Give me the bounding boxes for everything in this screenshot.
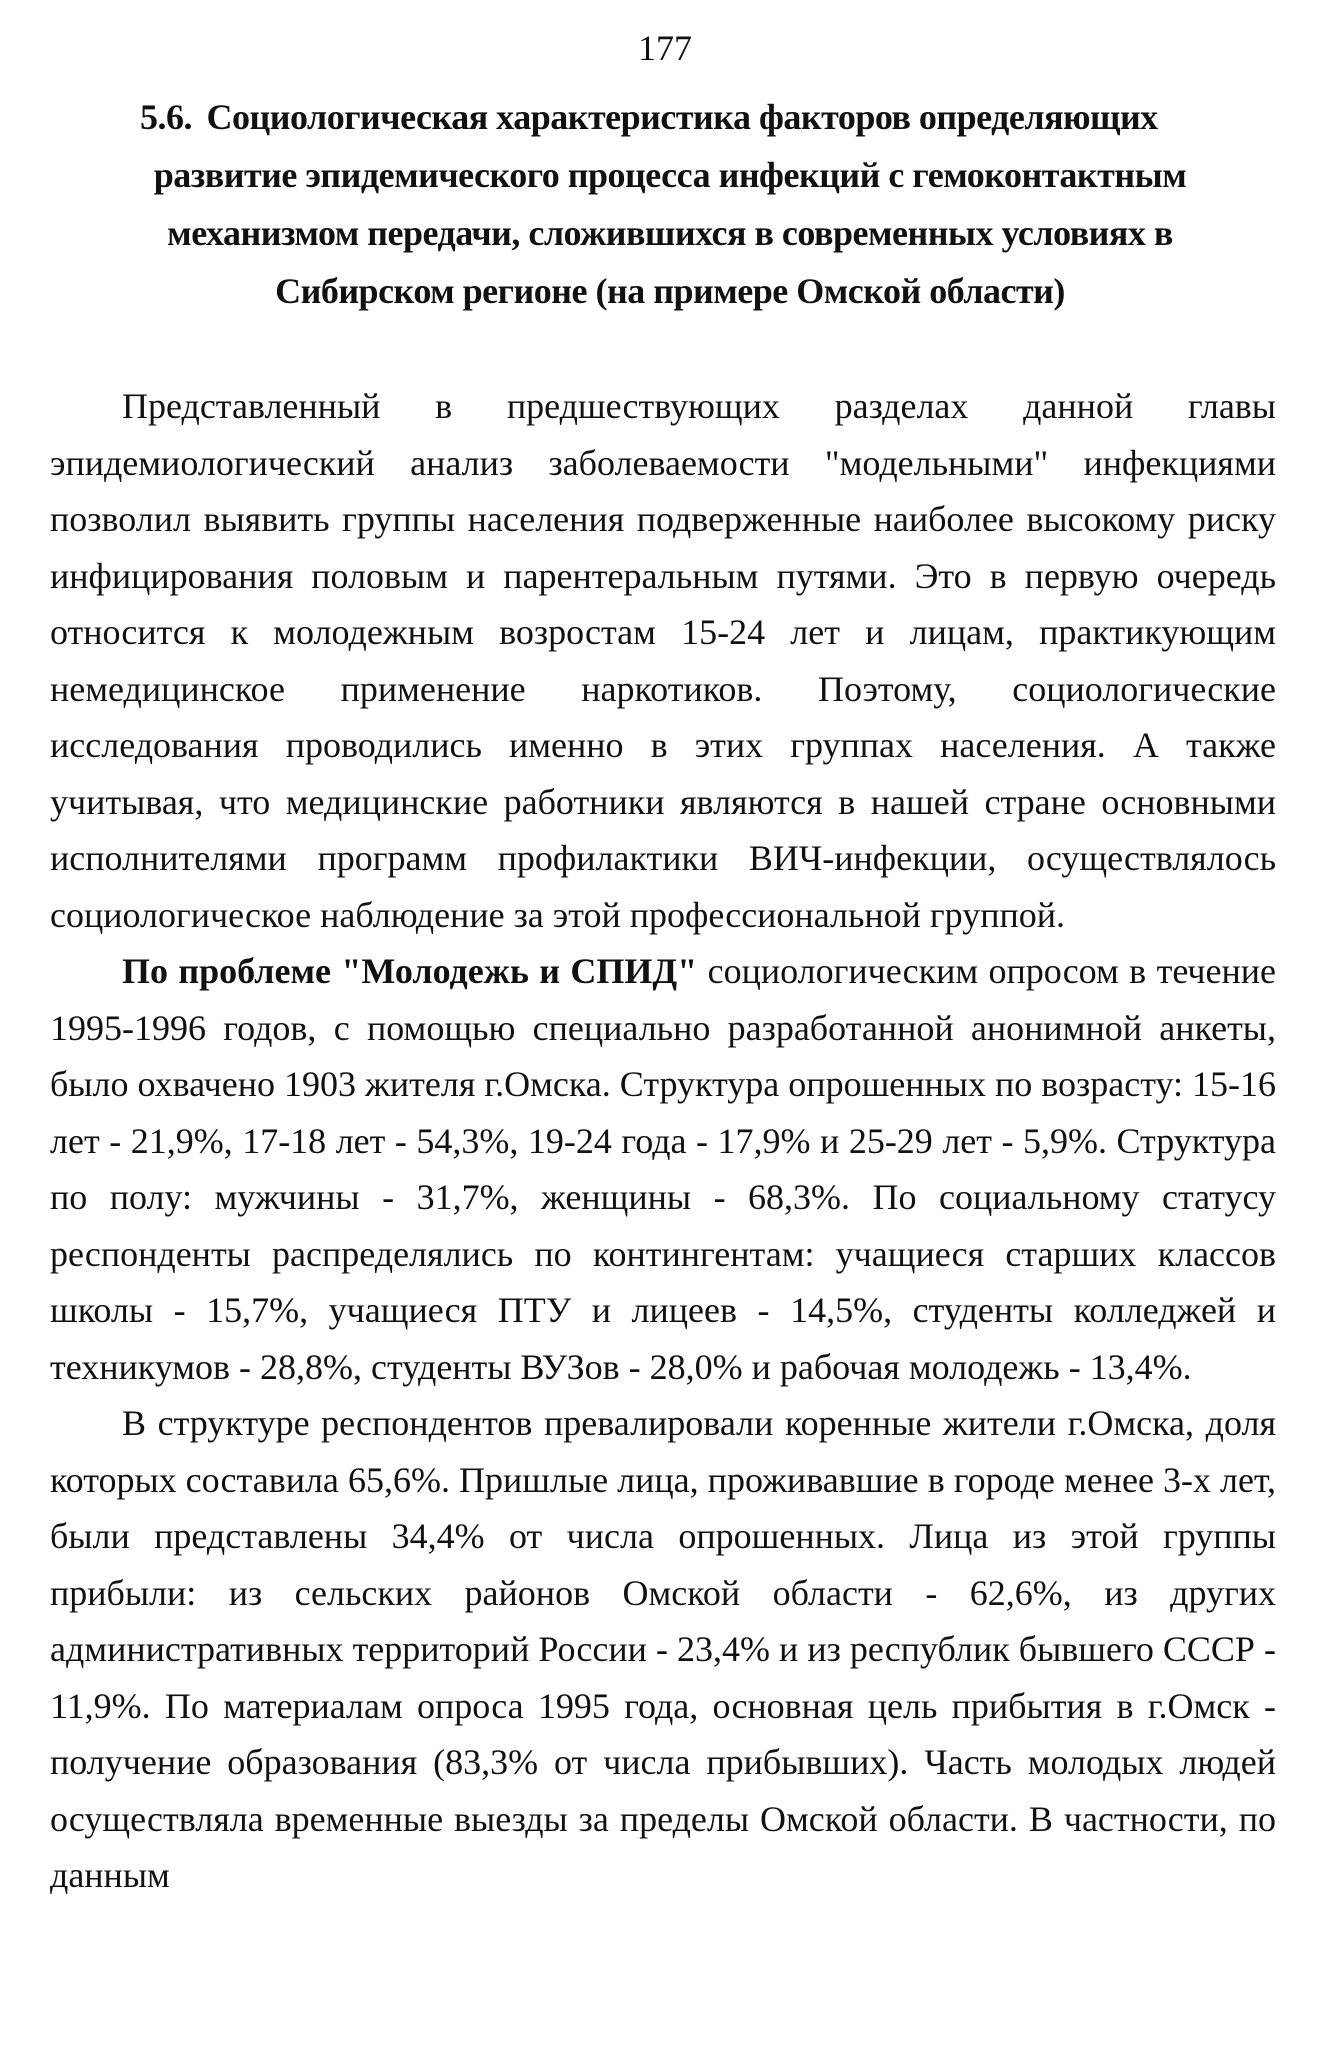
section-number: 5.6.: [140, 97, 192, 137]
heading-line-3: механизмом передачи, сложившихся в современных условиях в: [167, 213, 1173, 253]
section-heading: [140, 88, 1200, 320]
heading-line-4: Сибирском регионе (на примере Омской области): [275, 271, 1065, 311]
paragraph-text: В структуре респондентов превалировали коренные жители г.Омска, доля которых составила 65,6%. Пришлые лица, проживавшие в городе менее 3-х лет, были представлены 34,4% от числа опрошенных. Лица из этой группы прибыли: из сельских районов Омской области - 62,6%, из других административных территорий России - 23,4% и из республик бывшего СССР - 11,9%. По материалам опроса 1995 года, основная цель прибытия в г.Омск - получение образования (83,3% от числа прибывших). Часть молодых людей осуществляла временные выезды за пределы Омской области. В частности, по данным: [50, 1403, 1276, 1895]
page-number: 177: [638, 28, 692, 68]
body-text: [50, 378, 1276, 1904]
heading-line-1: [140, 88, 1200, 146]
paragraph: [50, 378, 1276, 943]
heading-line-1-text: Социологическая характеристика факторов определяющих: [206, 97, 1158, 137]
paragraph: [50, 1395, 1276, 1904]
paragraph-text: социологическим опросом в течение 1995-1996 годов, с помощью специально разработанной анонимной анкеты, было охвачено 1903 жителя г.Омска. Структура опрошенных по возрасту: 15-16 лет - 21,9%, 17-18 лет - 54,3%, 19-24 года - 17,9% и 25-29 лет - 5,9%. Структура по полу: мужчины - 31,7%, женщины - 68,3%. По социальному статусу респонденты распределялись по контингентам: учащиеся старших классов школы - 15,7%, учащиеся ПТУ и лицеев - 14,5%, студенты колледжей и техникумов - 28,8%, студенты ВУЗов - 28,0% и рабочая молодежь - 13,4%.: [50, 951, 1276, 1387]
paragraph: [50, 943, 1276, 1395]
heading-line-2: развитие эпидемического процесса инфекций с гемоконтактным: [153, 155, 1187, 195]
paragraph-lead: По проблеме "Молодежь и СПИД": [122, 951, 698, 991]
paragraph-text: Представленный в предшествующих разделах данной главы эпидемиологический анализ заболеваемости "модельными" инфекциями позволил выявить группы населения подверженные наиболее высокому риску инфицирования половым и парентеральным путями. Это в первую очередь относится к молодежным возростам 15-24 лет и лицам, практикующим немедицинское применение наркотиков. Поэтому, социологические исследования проводились именно в этих группах населения. А также учитывая, что медицинские работники являются в нашей стране основными исполнителями программ профилактики ВИЧ-инфекции, осуществлялось социологическое наблюдение за этой профессиональной группой.: [50, 386, 1276, 935]
